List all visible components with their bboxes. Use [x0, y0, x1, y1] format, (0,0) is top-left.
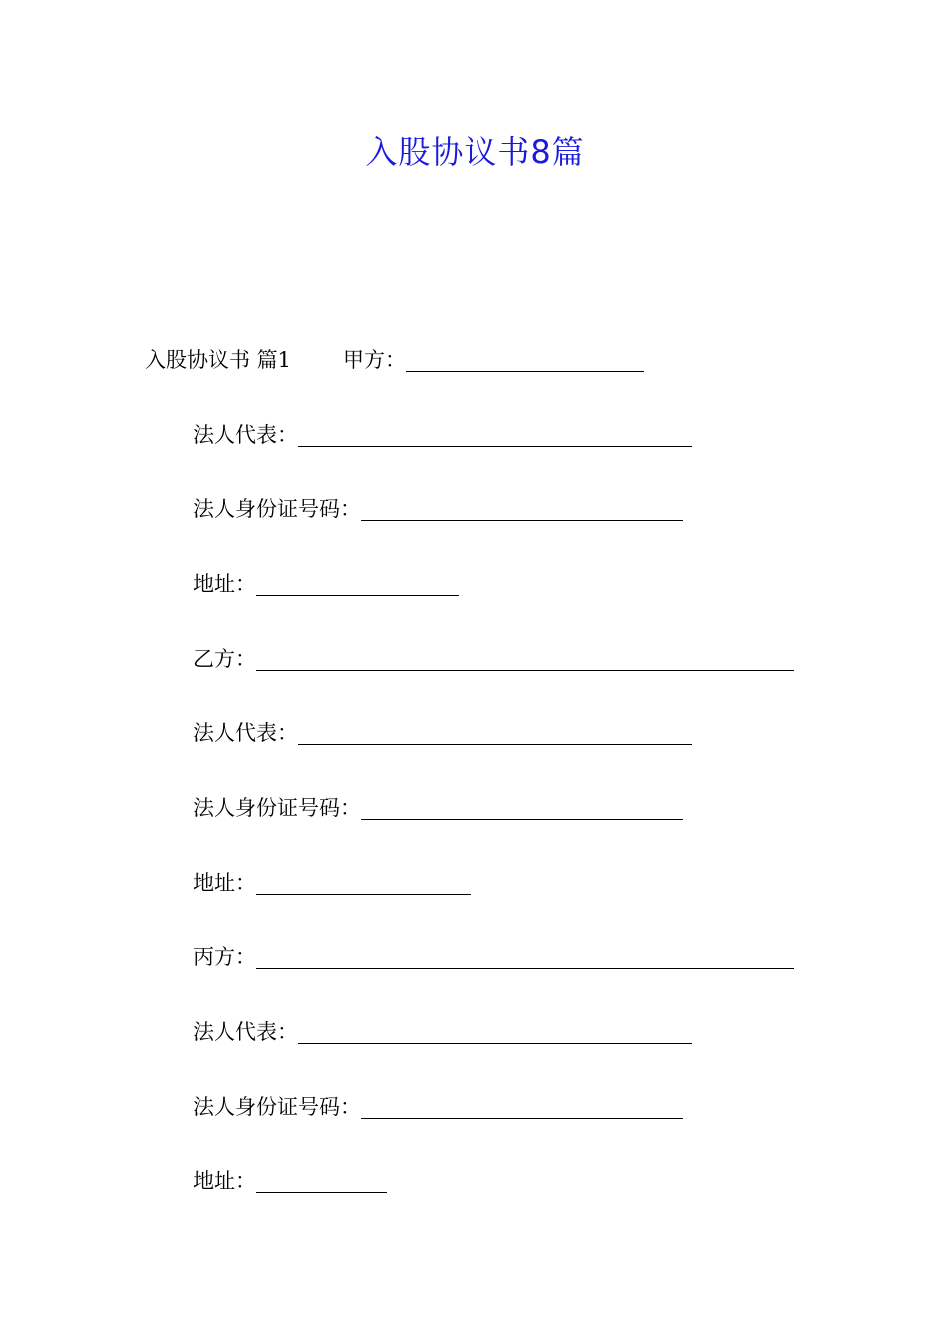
party-b-rep-label: 法人代表：	[193, 721, 298, 745]
party-c-rep-row	[193, 1017, 692, 1047]
party-c-label: 丙方：	[193, 945, 256, 969]
party-b-address-blank[interactable]	[256, 872, 471, 895]
party-a-id-row	[193, 494, 683, 524]
party-b-id-row	[193, 793, 683, 823]
party-b-rep-blank[interactable]	[298, 722, 692, 745]
party-a-rep-blank[interactable]	[298, 424, 692, 447]
party-b-id-label: 法人身份证号码：	[193, 796, 361, 820]
party-c-id-label: 法人身份证号码：	[193, 1095, 361, 1119]
party-c-rep-label: 法人代表：	[193, 1020, 298, 1044]
page-title: 入股协议书8篇	[365, 133, 585, 171]
party-b-blank[interactable]	[256, 648, 794, 671]
party-a-id-blank[interactable]	[361, 498, 683, 521]
party-a-rep-row	[193, 420, 692, 450]
party-c-address-row	[193, 1166, 387, 1196]
party-a-row	[145, 345, 644, 375]
party-a-address-row	[193, 569, 459, 599]
party-b-id-blank[interactable]	[361, 797, 683, 820]
party-a-address-label: 地址：	[193, 572, 256, 596]
party-b-address-label: 地址：	[193, 871, 256, 895]
party-c-blank[interactable]	[256, 946, 794, 969]
party-b-label: 乙方：	[193, 647, 256, 671]
party-a-address-blank[interactable]	[256, 573, 459, 596]
party-c-id-row	[193, 1092, 683, 1122]
party-a-label: 甲方：	[343, 348, 407, 372]
party-b-rep-row	[193, 718, 692, 748]
party-c-row	[193, 942, 794, 972]
party-a-blank[interactable]	[406, 349, 644, 372]
party-c-rep-blank[interactable]	[298, 1021, 692, 1044]
party-b-row	[193, 644, 794, 674]
party-a-id-label: 法人身份证号码：	[193, 497, 361, 521]
party-c-address-label: 地址：	[193, 1169, 256, 1193]
party-c-address-blank[interactable]	[256, 1170, 387, 1193]
party-a-rep-label: 法人代表：	[193, 423, 298, 447]
party-c-id-blank[interactable]	[361, 1096, 683, 1119]
party-b-address-row	[193, 868, 471, 898]
section-heading: 入股协议书 篇1	[145, 348, 292, 372]
